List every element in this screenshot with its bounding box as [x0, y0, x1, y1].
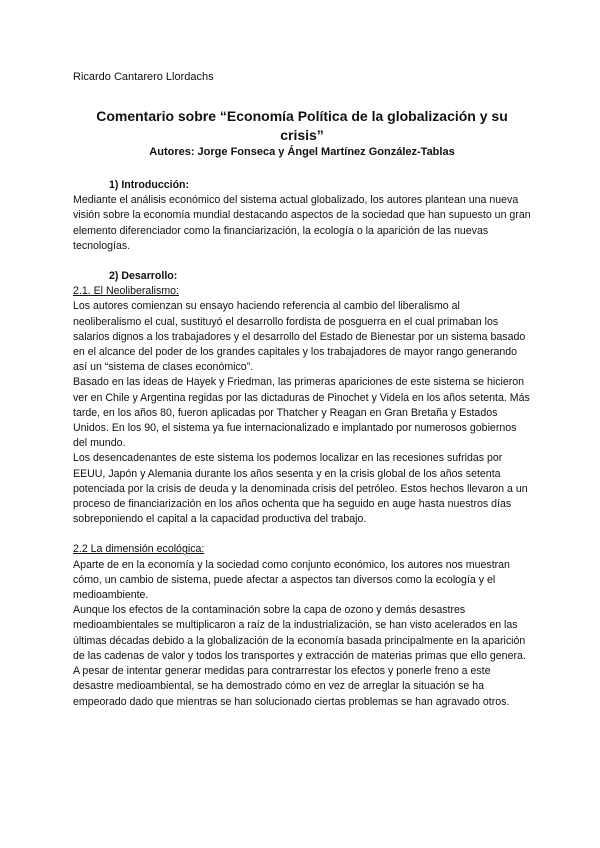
subsection-heading-ecologica: 2.2 La dimensión ecológica: — [73, 543, 205, 556]
document-title: Comentario sobre “Economía Política de la globalización y su crisis” — [96, 108, 508, 143]
paragraph: Basado en las ideas de Hayek y Friedman, las primeras apariciones de este sistema se hicieron ver en Chile y Argentina regidas por las dictaduras de Pinochet y Videla en los años setenta. Más tarde, en los años 80, fueron aplicadas por Thatcher y Reagan en Gran Bretaña y Estados Unidos. En los 90, el sistema ya fue internacionalizado e implantado por numerosos gobiernos del mundo. — [73, 376, 530, 450]
author-name: Ricardo Cantarero Llordachs — [73, 71, 214, 83]
subsection-heading-neoliberalismo: 2.1. El Neoliberalismo: — [73, 285, 179, 298]
paragraph: Aunque los efectos de la contaminación sobre la capa de ozono y demás desastres medioambientales se multiplicaron a raíz de la industrialización, se han visto acelerados en las últimas décadas debido a la globalización de la economía basada principalmente en la aparición de las cadenas de valor y todos los transportes y extracción de materias primas que ello genera. — [73, 604, 526, 662]
section-heading-desarrollo: 2) Desarrollo: — [109, 270, 178, 283]
document-subtitle: Autores: Jorge Fonseca y Ángel Martínez González-Tablas — [149, 146, 455, 158]
document-body — [73, 178, 531, 710]
paragraph: Mediante el análisis económico del sistema actual globalizado, los autores plantean una nueva visión sobre la economía mundial destacando aspectos de la sociedad que han supuesto un gran elemento diferenciador como la financiarización, la ecología o la aparición de las nuevas tecnologías. — [73, 194, 531, 252]
paragraph: Los desencadenantes de este sistema los podemos localizar en las recesiones sufridas por EEUU, Japón y Alemania durante los años sesenta y en la crisis global de los años setenta potenciada por la crisis de deuda y la denominada crisis del petróleo. Estos hechos llevaron a un proceso de financiarización en los años ochenta que ha seguido en auge hasta nuestros días sobreponiendo el capital a la capacidad productiva del trabajo. — [73, 452, 528, 526]
paragraph: Aparte de en la economía y la sociedad como conjunto económico, los autores nos muestran cómo, un cambio de sistema, puede afectar a aspectos tan diversos como la ecología y el medioambiente. — [73, 558, 510, 602]
section-heading-introduccion: 1) Introducción: — [109, 179, 190, 191]
paragraph: A pesar de intentar generar medidas para contrarrestar los efectos y ponerle freno a este desastre medioambiental, se ha demostrado cómo en vez de arreglar la situación se ha empeorado dado que mientras se han solucionado ciertas problemas se han agravado otros. — [73, 665, 510, 708]
paragraph: Los autores comienzan su ensayo haciendo referencia al cambio del liberalismo al neoliberalismo el cual, sustituyó el desarrollo fordista de posguerra en el cual primaban los salarios dignos a los trabajadores y el desarrollo del Estado de Bienestar por un sistema basado en el alcance del poder de los grandes capitales y los trabajadores de mayor rango generando así un “sistema de clases económico”. — [73, 300, 526, 374]
